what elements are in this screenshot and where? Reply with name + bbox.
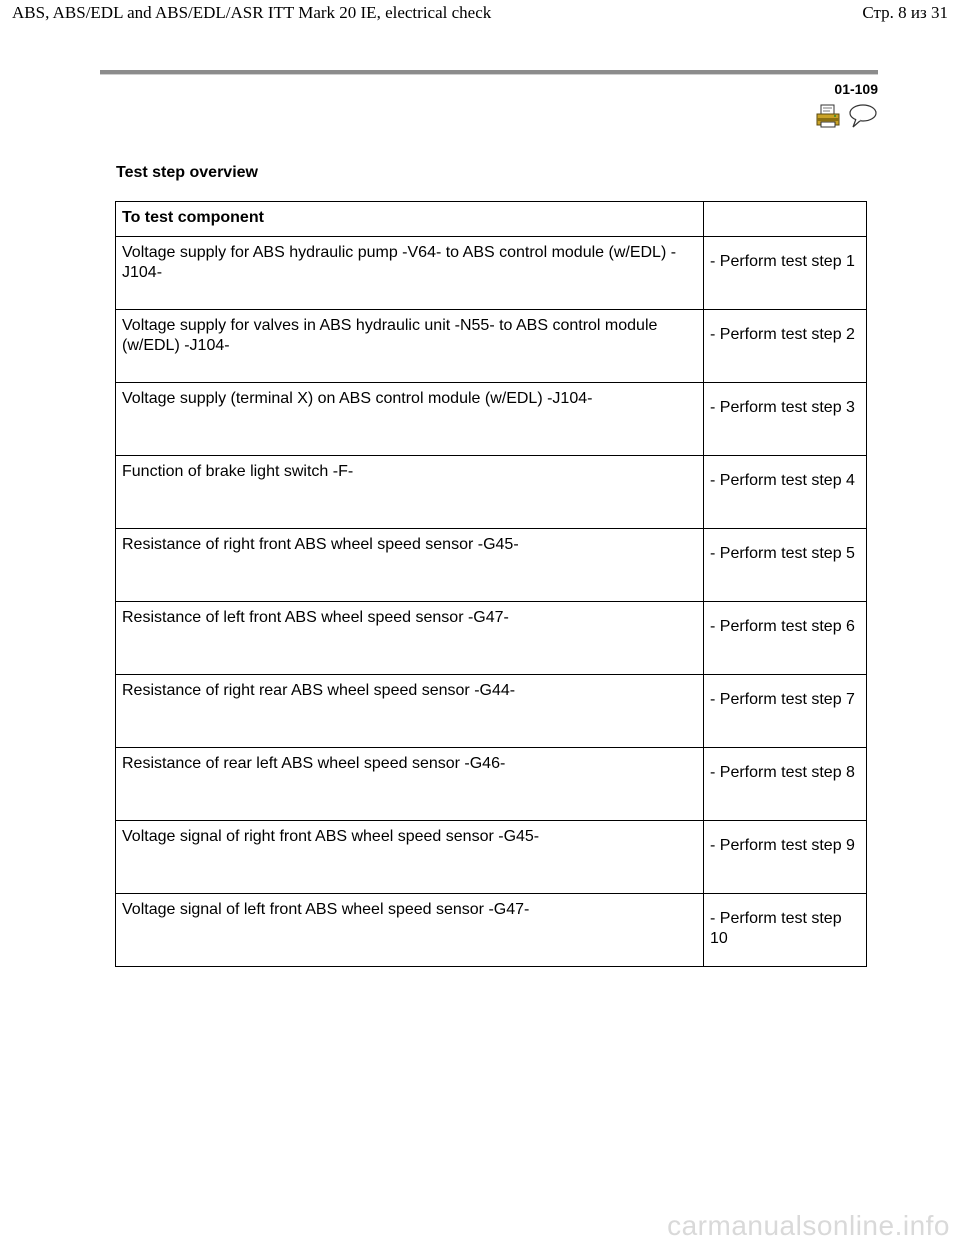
table-row: [116, 456, 867, 529]
table-row: [116, 748, 867, 821]
component-cell: Voltage supply (terminal X) on ABS control module (w/EDL) -J104-: [116, 383, 704, 456]
table-row: [116, 821, 867, 894]
action-cell: - Perform test step 4: [704, 456, 867, 529]
table-row: [116, 602, 867, 675]
action-cell: - Perform test step 1: [704, 237, 867, 310]
action-cell: - Perform test step 8: [704, 748, 867, 821]
column-header-action: [704, 202, 867, 237]
action-cell: - Perform test step 2: [704, 310, 867, 383]
document-title: ABS, ABS/EDL and ABS/EDL/ASR ITT Mark 20 IE, electrical check: [12, 3, 492, 22]
component-cell: Resistance of left front ABS wheel speed sensor -G47-: [116, 602, 704, 675]
action-cell: - Perform test step 7: [704, 675, 867, 748]
table-row: [116, 675, 867, 748]
component-cell: Resistance of rear left ABS wheel speed sensor -G46-: [116, 748, 704, 821]
component-cell: Resistance of right front ABS wheel speed sensor -G45-: [116, 529, 704, 602]
component-cell: Voltage supply for valves in ABS hydraulic unit -N55- to ABS control module (w/EDL) -J104-: [116, 310, 704, 383]
table-row: [116, 237, 867, 310]
section-title: Test step overview: [116, 164, 258, 181]
table-row: [116, 383, 867, 456]
test-step-table: [115, 201, 867, 967]
printer-icon[interactable]: [815, 103, 841, 129]
action-cell: - Perform test step 9: [704, 821, 867, 894]
comment-icon[interactable]: [847, 103, 877, 129]
component-cell: Voltage signal of right front ABS wheel speed sensor -G45-: [116, 821, 704, 894]
table-header-row: [116, 202, 867, 237]
action-cell: - Perform test step 5: [704, 529, 867, 602]
action-cell: - Perform test step 3: [704, 383, 867, 456]
watermark: carmanualsonline.info: [667, 1210, 950, 1241]
page-counter: Стр. 8 из 31: [862, 3, 948, 22]
toolbar-icons: [815, 103, 877, 131]
component-cell: Voltage supply for ABS hydraulic pump -V64- to ABS control module (w/EDL) -J104-: [116, 237, 704, 310]
column-header-component: To test component: [116, 202, 704, 237]
component-cell: Function of brake light switch -F-: [116, 456, 704, 529]
table-row: [116, 529, 867, 602]
component-cell: Voltage signal of left front ABS wheel speed sensor -G47-: [116, 894, 704, 967]
component-cell: Resistance of right rear ABS wheel speed sensor -G44-: [116, 675, 704, 748]
table-row: [116, 894, 867, 967]
table-row: [116, 310, 867, 383]
action-cell: - Perform test step 6: [704, 602, 867, 675]
action-cell: - Perform test step 10: [704, 894, 867, 967]
document-number: 01-109: [834, 81, 878, 97]
header-divider: [100, 70, 878, 75]
